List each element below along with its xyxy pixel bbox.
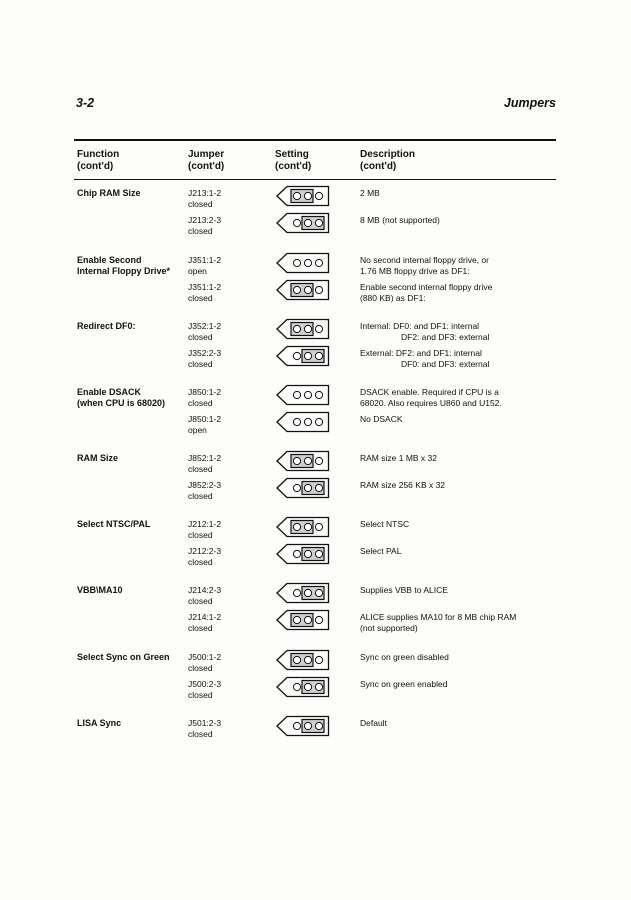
jumper-description: ALICE supplies MA10 for 8 MB chip RAM (not supported) bbox=[360, 612, 517, 633]
function-label: Chip RAM Size bbox=[77, 188, 141, 198]
jumper-setting-icon bbox=[275, 516, 331, 543]
jumper-description: 2 MB bbox=[360, 188, 380, 198]
jumper-description: Select NTSC bbox=[360, 519, 410, 529]
table-header-rule bbox=[74, 179, 556, 180]
column-header-jumper: Jumper (cont'd) bbox=[188, 149, 225, 172]
jumper-id: J852:2-3 closed bbox=[188, 480, 222, 501]
jumper-setting-icon bbox=[275, 649, 331, 676]
jumper-setting-icon bbox=[275, 384, 331, 411]
jumper-setting-icon bbox=[275, 582, 331, 609]
function-label: VBB\MA10 bbox=[77, 585, 123, 595]
jumper-id: J351:1-2 open bbox=[188, 255, 222, 276]
jumper-description: External: DF2: and DF1: internal DF0: and DF3: external bbox=[360, 348, 490, 369]
jumper-id: J352:2-3 closed bbox=[188, 348, 222, 369]
jumper-setting-icon bbox=[275, 279, 331, 306]
jumper-id: J501:2-3 closed bbox=[188, 718, 222, 739]
jumper-id: J850:1-2 open bbox=[188, 414, 222, 435]
jumper-id: J352:1-2 closed bbox=[188, 321, 222, 342]
jumper-description: Internal: DF0: and DF1: internal DF2: and DF3: external bbox=[360, 321, 490, 342]
function-label: Select Sync on Green bbox=[77, 652, 170, 662]
jumper-setting-icon bbox=[275, 676, 331, 703]
column-header-description: Description (cont'd) bbox=[360, 149, 416, 172]
jumper-setting-icon bbox=[275, 477, 331, 504]
column-header-function: Function (cont'd) bbox=[77, 149, 120, 172]
page-number: 3-2 bbox=[76, 96, 95, 110]
jumper-description: Supplies VBB to ALICE bbox=[360, 585, 448, 595]
jumper-id: J214:1-2 closed bbox=[188, 612, 222, 633]
jumper-description: 8 MB (not supported) bbox=[360, 215, 440, 225]
jumper-setting-icon bbox=[275, 318, 331, 345]
function-label: Redirect DF0: bbox=[77, 321, 136, 331]
jumper-setting-icon bbox=[275, 185, 331, 212]
jumper-description: Select PAL bbox=[360, 546, 402, 556]
jumper-description: No second internal floppy drive, or 1.76 MB floppy drive as DF1: bbox=[360, 255, 489, 276]
jumper-id: J213:2-3 closed bbox=[188, 215, 222, 236]
jumper-description: RAM size 1 MB x 32 bbox=[360, 453, 437, 463]
jumper-setting-icon bbox=[275, 252, 331, 279]
jumper-description: Enable second internal floppy drive (880 KB) as DF1: bbox=[360, 282, 493, 303]
jumper-setting-icon bbox=[275, 450, 331, 477]
jumper-setting-icon bbox=[275, 715, 331, 742]
chapter-title: Jumpers bbox=[503, 96, 556, 110]
jumper-description: Sync on green disabled bbox=[360, 652, 449, 662]
jumper-description: Sync on green enabled bbox=[360, 679, 448, 689]
function-label: Enable Second Internal Floppy Drive* bbox=[77, 255, 171, 276]
jumper-description: Default bbox=[360, 718, 387, 728]
jumper-id: J351:1-2 closed bbox=[188, 282, 222, 303]
jumper-id: J214:2-3 closed bbox=[188, 585, 222, 606]
jumper-id: J212:1-2 closed bbox=[188, 519, 222, 540]
function-label: LISA Sync bbox=[77, 718, 122, 728]
jumper-id: J500:1-2 closed bbox=[188, 652, 222, 673]
jumper-description: RAM size 256 KB x 32 bbox=[360, 480, 446, 490]
jumper-description: DSACK enable. Required if CPU is a 68020. Also requires U860 and U152. bbox=[360, 387, 502, 408]
jumper-id: J500:2-3 closed bbox=[188, 679, 222, 700]
header-rule bbox=[74, 139, 556, 141]
function-label: RAM Size bbox=[77, 453, 119, 463]
jumper-id: J850:1-2 closed bbox=[188, 387, 222, 408]
jumper-id: J212:2-3 closed bbox=[188, 546, 222, 567]
jumper-setting-icon bbox=[275, 543, 331, 570]
jumper-setting-icon bbox=[275, 411, 331, 438]
function-label: Enable DSACK (when CPU is 68020) bbox=[77, 387, 166, 408]
jumper-setting-icon bbox=[275, 212, 331, 239]
jumper-id: J213:1-2 closed bbox=[188, 188, 222, 209]
jumper-description: No DSACK bbox=[360, 414, 403, 424]
jumper-setting-icon bbox=[275, 345, 331, 372]
column-header-setting: Setting (cont'd) bbox=[275, 149, 312, 172]
jumper-setting-icon bbox=[275, 609, 331, 636]
function-label: Select NTSC/PAL bbox=[77, 519, 151, 529]
jumper-id: J852:1-2 closed bbox=[188, 453, 222, 474]
